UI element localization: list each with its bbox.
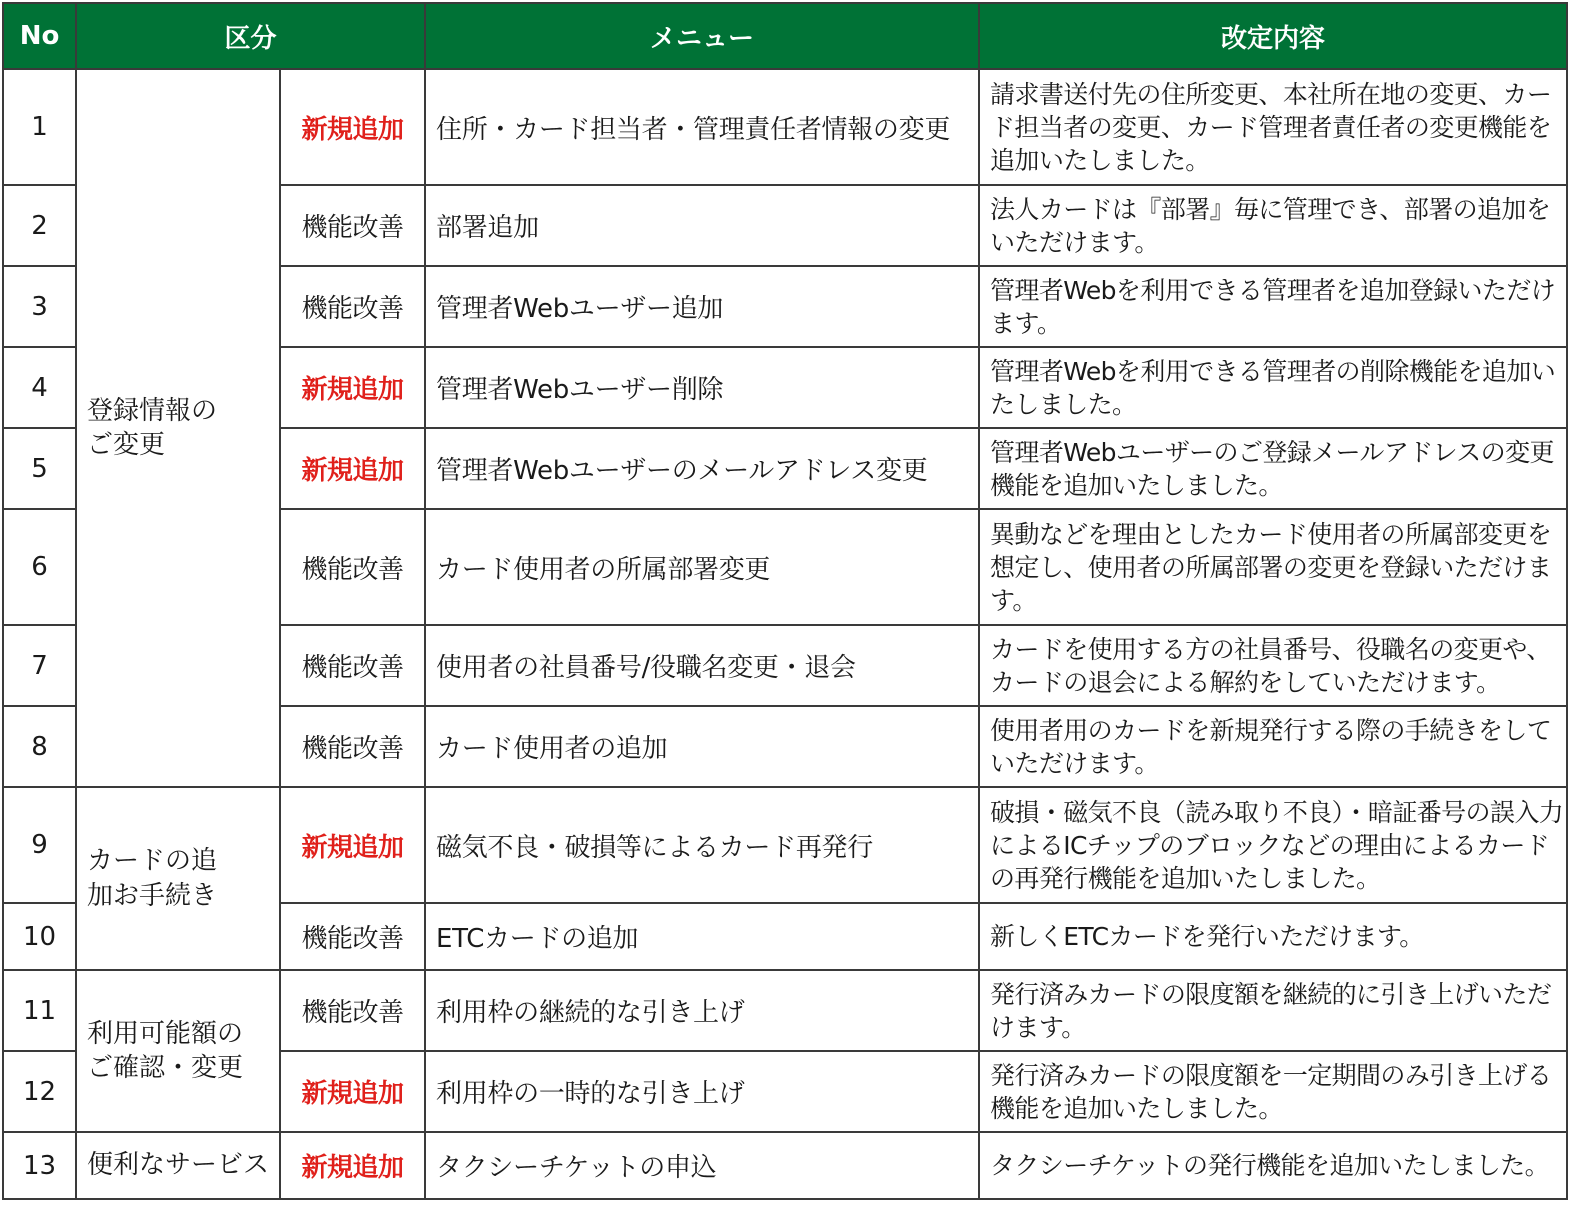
row-no: 6 <box>3 509 76 625</box>
type-badge: 機能改善 <box>280 706 425 787</box>
header-category: 区分 <box>76 3 425 69</box>
menu-item: 管理者Webユーザー追加 <box>425 266 979 347</box>
menu-item: 管理者Webユーザーのメールアドレス変更 <box>425 428 979 509</box>
menu-item: カード使用者の所属部署変更 <box>425 509 979 625</box>
row-no: 11 <box>3 970 76 1051</box>
table-row <box>3 787 1567 903</box>
type-badge: 機能改善 <box>280 903 425 970</box>
row-no: 7 <box>3 625 76 706</box>
row-no: 3 <box>3 266 76 347</box>
row-no: 8 <box>3 706 76 787</box>
change-description: 異動などを理由としたカード使用者の所属部変更を想定し、使用者の所属部署の変更を登録いただけます。 <box>979 509 1567 625</box>
category-label: 登録情報のご変更 <box>87 395 218 460</box>
category-cell <box>76 1132 280 1199</box>
change-description: 破損・磁気不良（読み取り不良）・暗証番号の誤入力によるICチップのブロックなどの理由によるカードの再発行機能を追加いたしました。 <box>979 787 1567 903</box>
header-change: 改定内容 <box>979 3 1567 69</box>
change-description: カードを使用する方の社員番号、役職名の変更や、カードの退会による解約をしていただけます。 <box>979 625 1567 706</box>
category-cell <box>76 970 280 1132</box>
row-no: 4 <box>3 347 76 428</box>
category-cell <box>76 69 280 787</box>
type-badge: 機能改善 <box>280 625 425 706</box>
change-description: 使用者用のカードを新規発行する際の手続きをしていただけます。 <box>979 706 1567 787</box>
type-badge: 新規追加 <box>280 69 425 185</box>
type-badge: 新規追加 <box>280 347 425 428</box>
category-label: カードの追加お手続き <box>87 846 218 911</box>
header-menu: メニュー <box>425 3 979 69</box>
menu-item: 利用枠の継続的な引き上げ <box>425 970 979 1051</box>
revision-table <box>2 2 1568 1200</box>
category-cell <box>76 787 280 970</box>
change-description: 管理者Webユーザーのご登録メールアドレスの変更機能を追加いたしました。 <box>979 428 1567 509</box>
type-badge: 新規追加 <box>280 428 425 509</box>
type-badge: 新規追加 <box>280 1051 425 1132</box>
menu-item: 使用者の社員番号/役職名変更・退会 <box>425 625 979 706</box>
menu-item: 利用枠の一時的な引き上げ <box>425 1051 979 1132</box>
change-description: 請求書送付先の住所変更、本社所在地の変更、カード担当者の変更、カード管理者責任者の変更機能を追加いたしました。 <box>979 69 1567 185</box>
row-no: 1 <box>3 69 76 185</box>
menu-item: 管理者Webユーザー削除 <box>425 347 979 428</box>
menu-item: タクシーチケットの申込 <box>425 1132 979 1199</box>
change-description: 発行済みカードの限度額を継続的に引き上げいただけます。 <box>979 970 1567 1051</box>
change-description: 管理者Webを利用できる管理者を追加登録いただけます。 <box>979 266 1567 347</box>
menu-item: 磁気不良・破損等によるカード再発行 <box>425 787 979 903</box>
table-row <box>3 1132 1567 1199</box>
change-description: 法人カードは『部署』毎に管理でき、部署の追加をいただけます。 <box>979 185 1567 266</box>
menu-item: カード使用者の追加 <box>425 706 979 787</box>
row-no: 13 <box>3 1132 76 1199</box>
change-description: 発行済みカードの限度額を一定期間のみ引き上げる機能を追加いたしました。 <box>979 1051 1567 1132</box>
change-description: 管理者Webを利用できる管理者の削除機能を追加いたしました。 <box>979 347 1567 428</box>
type-badge: 機能改善 <box>280 185 425 266</box>
change-description: タクシーチケットの発行機能を追加いたしました。 <box>979 1132 1567 1199</box>
row-no: 2 <box>3 185 76 266</box>
type-badge: 新規追加 <box>280 1132 425 1199</box>
type-badge: 機能改善 <box>280 266 425 347</box>
row-no: 10 <box>3 903 76 970</box>
menu-item: 部署追加 <box>425 185 979 266</box>
menu-item: 住所・カード担当者・管理責任者情報の変更 <box>425 69 979 185</box>
menu-item: ETCカードの追加 <box>425 903 979 970</box>
category-label: 利用可能額のご確認・変更 <box>87 1018 244 1083</box>
type-badge: 機能改善 <box>280 509 425 625</box>
category-label: 便利なサービス <box>87 1150 270 1181</box>
row-no: 5 <box>3 428 76 509</box>
table-header-row <box>3 3 1567 69</box>
table-row <box>3 970 1567 1051</box>
row-no: 9 <box>3 787 76 903</box>
table-row <box>3 69 1567 185</box>
type-badge: 機能改善 <box>280 970 425 1051</box>
row-no: 12 <box>3 1051 76 1132</box>
header-no: No <box>3 3 76 69</box>
change-description: 新しくETCカードを発行いただけます。 <box>979 903 1567 970</box>
type-badge: 新規追加 <box>280 787 425 903</box>
